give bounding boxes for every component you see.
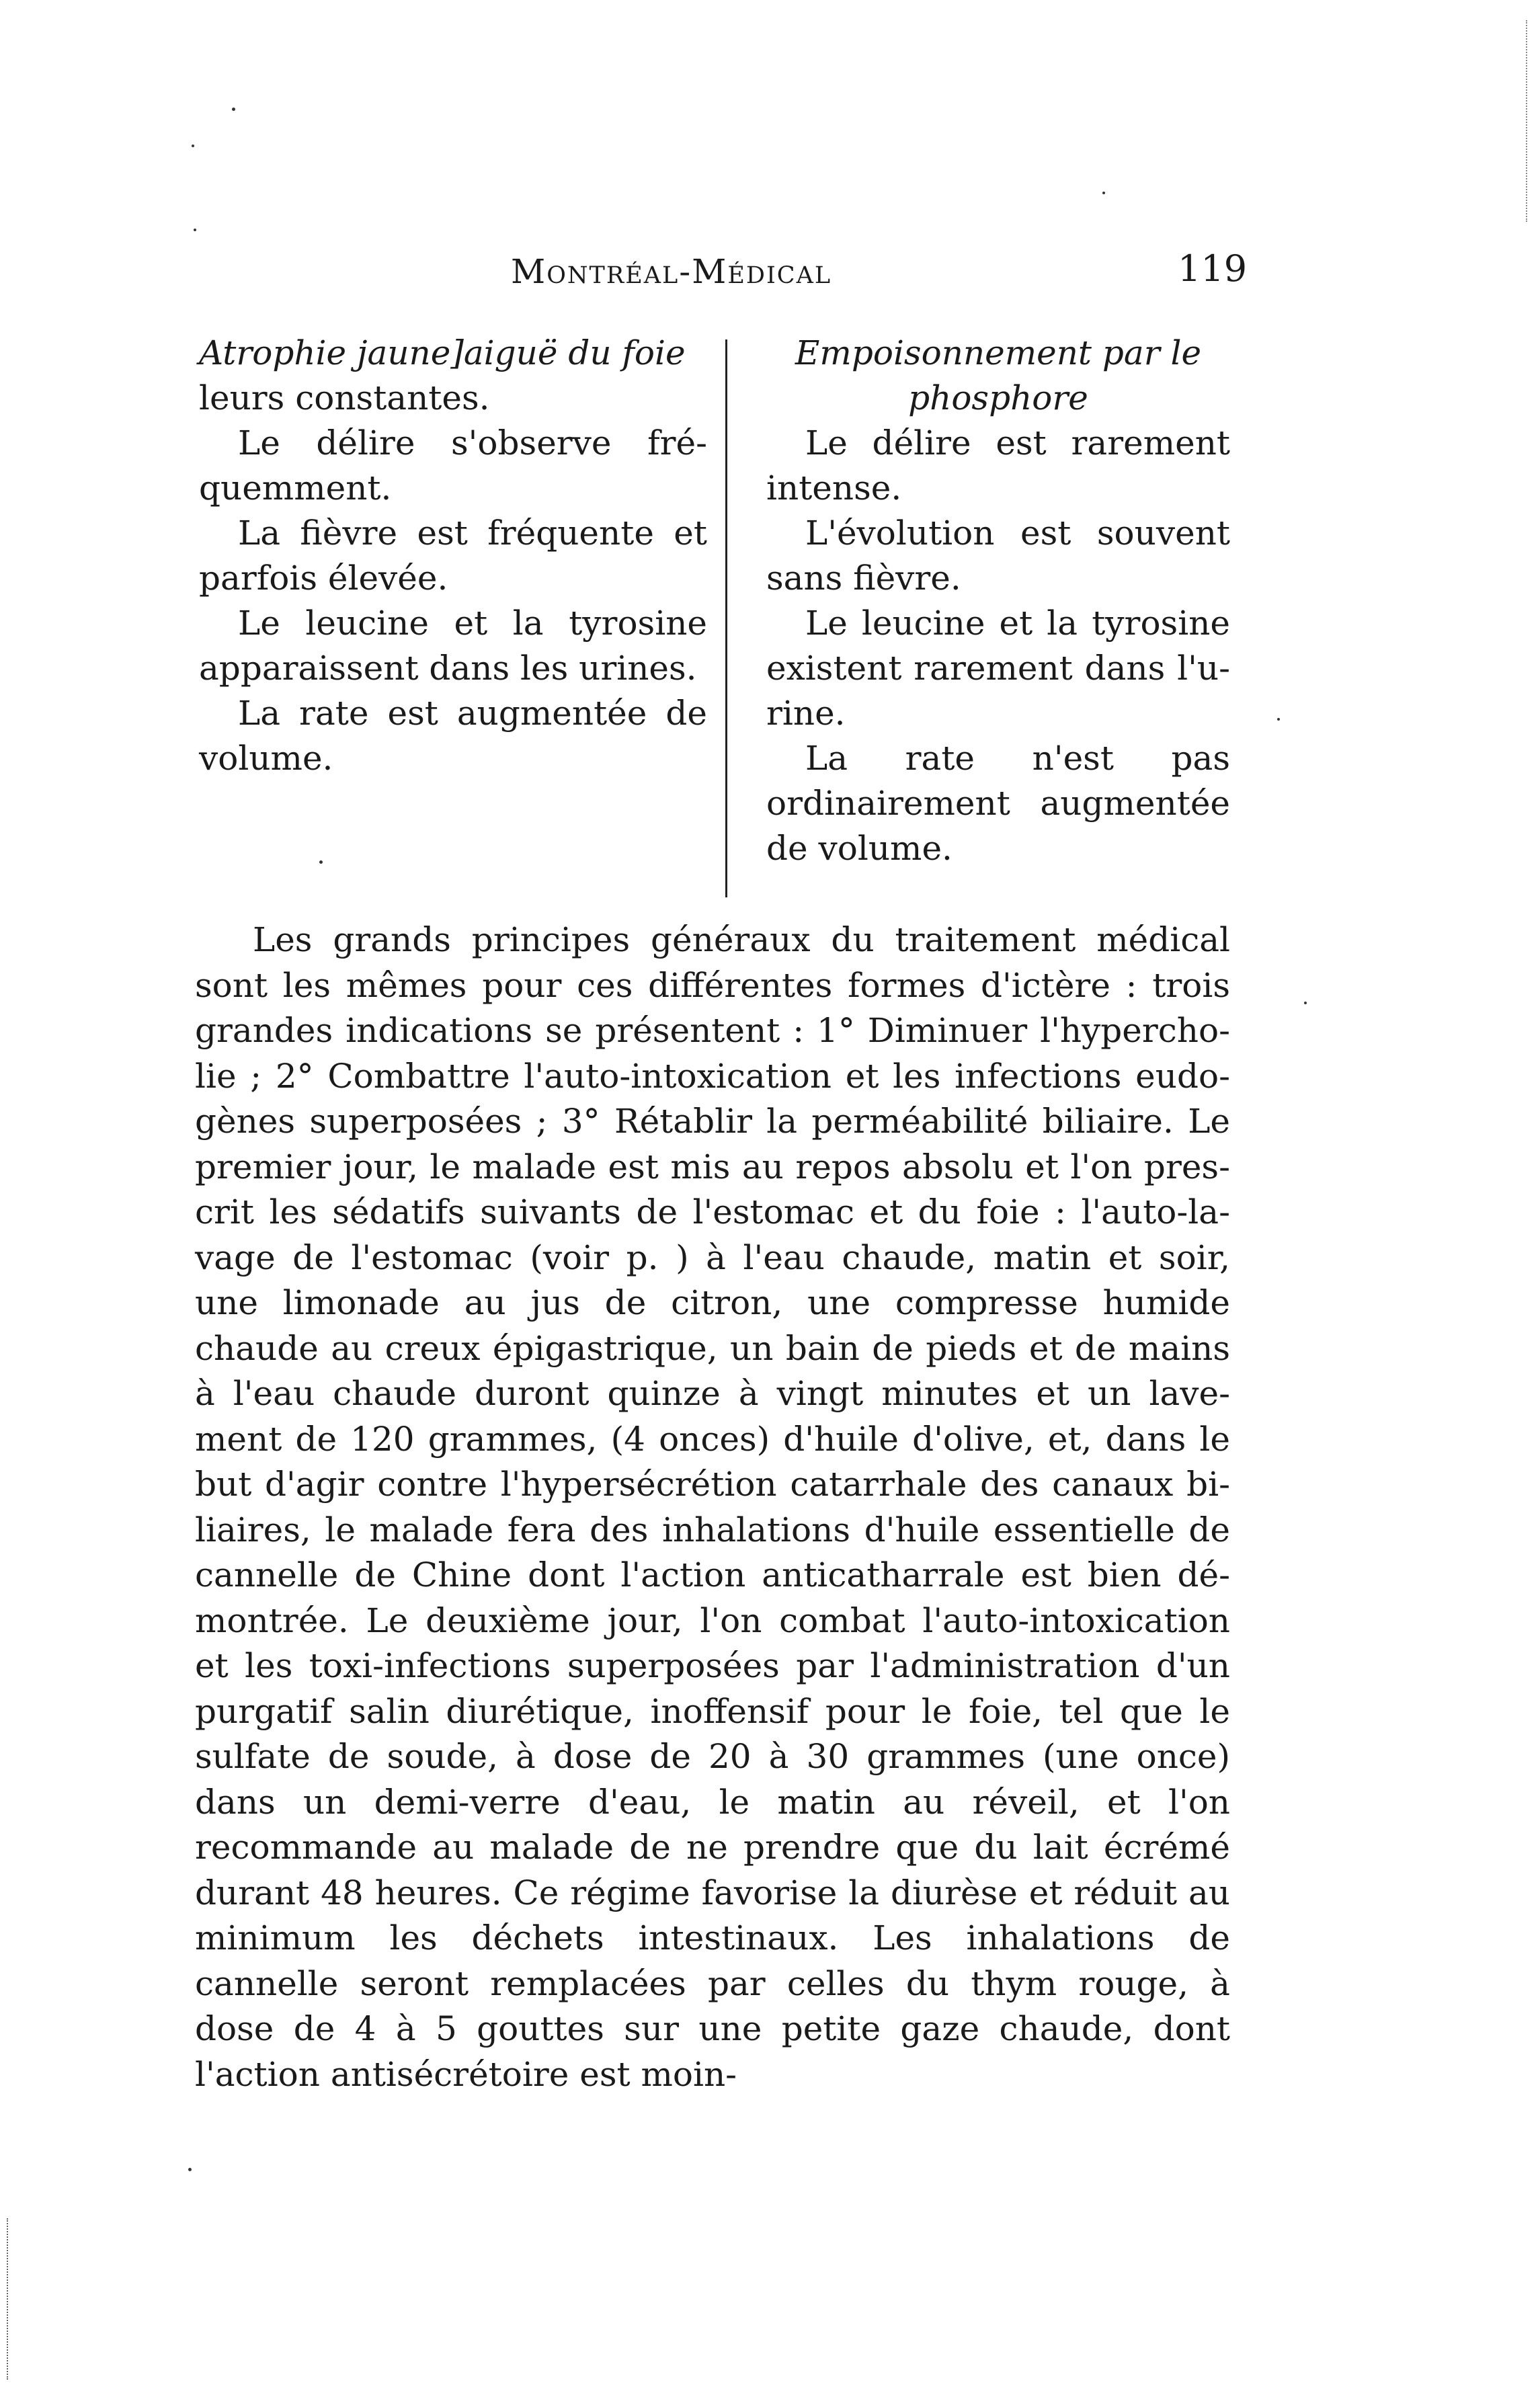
- right-column-paragraph: La rate n'est pas ordinairement augmentée de volume.: [766, 739, 1230, 868]
- right-column-heading-line2: phosphore: [908, 378, 1088, 417]
- left-column-paragraph: La rate est augmentée de volume.: [199, 694, 707, 778]
- scan-speck: [319, 860, 323, 864]
- scan-speck: [1277, 718, 1280, 721]
- scan-speck: [194, 229, 196, 231]
- scan-speck: [192, 145, 194, 147]
- left-column-paragraph: La fièvre est fréquente et parfois élevée.: [199, 514, 707, 598]
- right-column-paragraph: L'évolution est souvent sans fièvre.: [766, 514, 1230, 598]
- left-column-paragraph: Le leucine et la tyrosine apparaissent dans les urines.: [199, 604, 707, 688]
- running-title: Montréal-Médical: [511, 252, 832, 291]
- scan-edge-dots: [1526, 20, 1530, 222]
- left-column-paragraph: Le délire s'observe fréquemment.: [199, 423, 707, 508]
- right-column-heading-line1: Empoisonnement par le: [795, 333, 1202, 372]
- right-column: [766, 331, 1230, 871]
- scan-speck: [1102, 192, 1105, 194]
- scan-speck: [232, 108, 235, 111]
- left-column-continuation: leurs constantes.: [199, 378, 490, 417]
- column-divider: [725, 339, 727, 897]
- scan-speck: [188, 2168, 192, 2171]
- right-column-paragraph: Le leucine et la tyrosine existent rarement dans l'urine.: [766, 604, 1230, 733]
- scan-speck: [1304, 1002, 1307, 1004]
- scan-edge-dots: [7, 2218, 11, 2380]
- left-column: [199, 331, 707, 781]
- right-column-paragraph: Le délire est rarement intense.: [766, 423, 1230, 508]
- left-column-heading: Atrophie jaune]aiguë du foie: [199, 333, 686, 372]
- page-number: 119: [1178, 247, 1248, 290]
- body-paragraph: Les grands principes généraux du traitement médical sont les mêmes pour ces différentes formes d'ictère : trois grandes indications se présentent : 1° Diminuer l'hypercholie ; 2° Combattre l'auto-intoxication et les infections eudogènes superposées ; 3° Rétablir la perméabilité biliaire. Le premier jour, le malade est mis au repos absolu et l'on prescrit les sédatifs suivants de l'estomac et du foie : l'auto-lavage de l'estomac (voir p. ) à l'eau chaude, matin et soir, une limonade au jus de citron, une compresse humide chaude au creux épigastrique, un bain de pieds et de mains à l'eau chaude duront quinze à vingt minutes et un lavement de 120 grammes, (4 onces) d'huile d'olive, et, dans le but d'agir contre l'hypersécrétion catarrhale des canaux biliaires, le malade fera des inhalations d'huile essentielle de cannelle de Chine dont l'action anticatharrale est bien démontrée. Le deuxième jour, l'on combat l'auto-intoxication et les toxi-infections superposées par l'administration d'un purgatif salin diurétique, inoffensif pour le foie, tel que le sulfate de soude, à dose de 20 à 30 grammes (une once) dans un demi-verre d'eau, le matin au réveil, et l'on recommande au malade de ne prendre que du lait écrémé durant 48 heures. Ce régime favorise la diurèse et réduit au minimum les déchets intestinaux. Les inhalations de cannelle seront remplacées par celles du thym rouge, à dose de 4 à 5 gouttes sur une petite gaze chaude, dont l'action antisécrétoire est moin-: [195, 920, 1230, 2094]
